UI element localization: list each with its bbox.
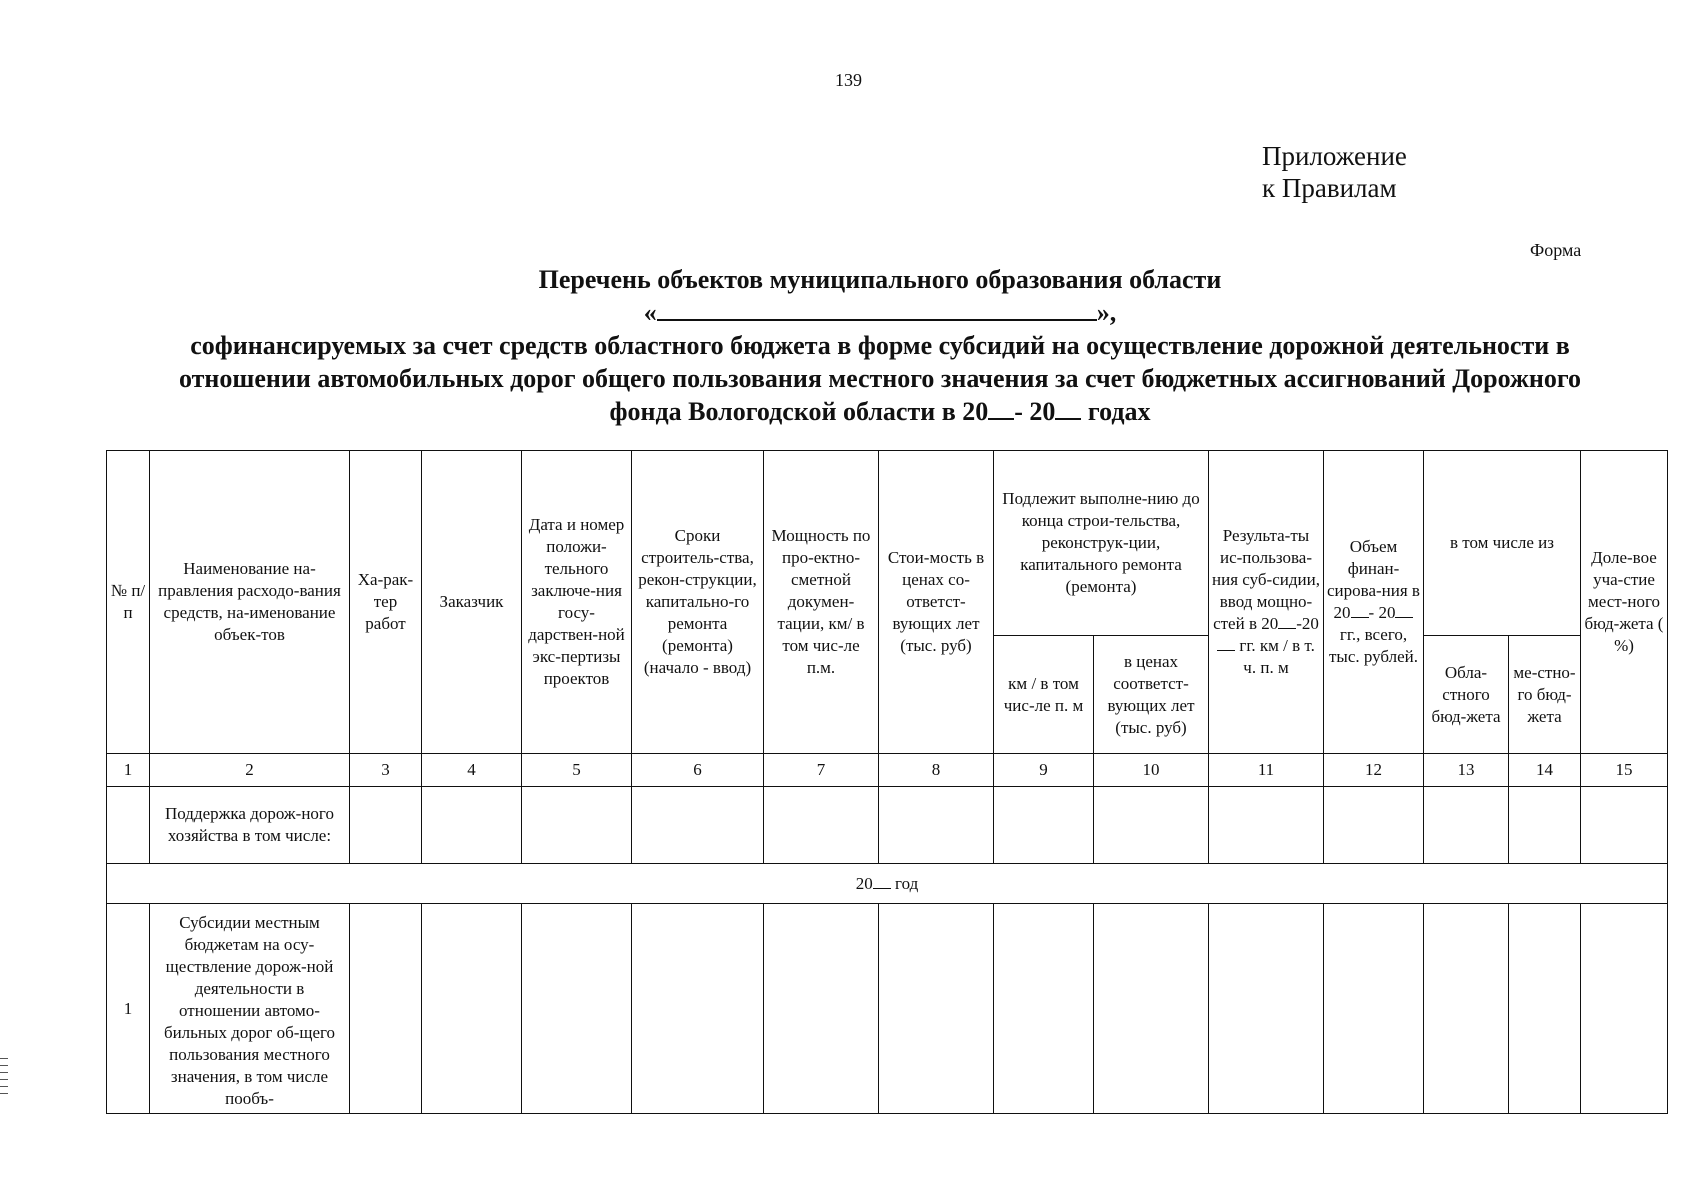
appendix-line-1: Приложение: [1262, 141, 1407, 171]
header-name: Наименование на-правления расходо-вания средств, на-именование объек-тов: [150, 451, 350, 754]
header-financing-c: гг., всего, тыс. рублей.: [1328, 625, 1419, 666]
column-number: 15: [1581, 754, 1668, 787]
row-label: Субсидии местным бюджетам на осу-ществление дорож-ной деятельности в отношении автомо-бильных дорог об-щего пользования местного значения, в том числе пообъ-: [150, 904, 350, 1114]
header-km: км / в том чис-ле п. м: [994, 636, 1094, 754]
table-cell: [1509, 787, 1581, 864]
header-including-group: в том числе из: [1424, 451, 1581, 636]
document-title: [110, 263, 1650, 428]
support-row: [107, 787, 1668, 864]
table-cell: [879, 787, 994, 864]
table-cell: [632, 787, 764, 864]
table-cell: [350, 787, 422, 864]
title-years-b: - 20: [1014, 397, 1056, 426]
header-capacity: Мощность по про-ектно-сметной докумен-тации, км/ в том чис-ле п.м.: [764, 451, 879, 754]
title-years-c: годах: [1081, 397, 1151, 426]
header-financing-blank-1: [1351, 603, 1369, 618]
column-number: 12: [1324, 754, 1424, 787]
year-blank-end: [1055, 398, 1081, 420]
header-remaining-group: Подлежит выполне-нию до конца строи-тельства, реконструк-ции, капитального ремонта (ремонта): [994, 451, 1209, 636]
table-cell: [764, 904, 879, 1114]
header-results-a: Результа-ты ис-пользова-ния суб-сидии, ввод мощно-стей в 20: [1212, 526, 1320, 633]
table-cell: [422, 787, 522, 864]
table-cell: [522, 787, 632, 864]
header-cost: Стои-мость в ценах со-ответст-вующих лет (тыс. руб): [879, 451, 994, 754]
column-number: 4: [422, 754, 522, 787]
column-number: 2: [150, 754, 350, 787]
table-cell: [1094, 787, 1209, 864]
appendix-caption: [1262, 140, 1407, 204]
table-cell: [1324, 904, 1424, 1114]
column-number: 13: [1424, 754, 1509, 787]
header-number: № п/ п: [107, 451, 150, 754]
year-row-label: [107, 864, 1668, 904]
year-row-blank: [873, 874, 891, 889]
column-number: 1: [107, 754, 150, 787]
table-cell: [1209, 904, 1324, 1114]
header-regional-budget: Обла-стного бюд-жета: [1424, 636, 1509, 754]
header-share: Доле-вое уча-стие мест-ного бюд-жета ( %): [1581, 451, 1668, 754]
year-blank-start: [988, 398, 1014, 420]
table-cell: [1581, 787, 1668, 864]
column-number: 7: [764, 754, 879, 787]
year-row: [107, 864, 1668, 904]
objects-table: [106, 450, 1668, 1114]
table-row: [107, 904, 1668, 1114]
table-cell: [1209, 787, 1324, 864]
column-number: 11: [1209, 754, 1324, 787]
table-cell: [632, 904, 764, 1114]
appendix-line-2: к Правилам: [1262, 173, 1397, 203]
table-cell: [879, 904, 994, 1114]
quote-open: «: [643, 298, 657, 327]
header-terms: Сроки строитель-ства, рекон-струкции, капитально-го ремонта (ремонта) (начало - ввод): [632, 451, 764, 754]
header-work-type: Ха-рак-тер работ: [350, 451, 422, 754]
column-number: 5: [522, 754, 632, 787]
header-expertise: Дата и номер положи-тельного заключе-ния госу-дарствен-ной экс-пертизы проектов: [522, 451, 632, 754]
column-number: 8: [879, 754, 994, 787]
table-cell: [764, 787, 879, 864]
title-line-4: отношении автомобильных дорог общего пользования местного значения за счет бюджетных ассигнований Дорожного: [179, 364, 1581, 393]
year-row-a: 20: [855, 873, 873, 893]
header-financing: [1324, 451, 1424, 754]
table-cell: [1424, 787, 1509, 864]
header-results: [1209, 451, 1324, 754]
table-cell: [422, 904, 522, 1114]
header-local-budget: ме-стно-го бюд-жета: [1509, 636, 1581, 754]
header-results-b: -20: [1296, 614, 1319, 633]
header-financing-a: Объем финан-сирова-ния в 20: [1327, 537, 1420, 622]
table-cell: [1094, 904, 1209, 1114]
form-label: Форма: [1530, 240, 1582, 260]
margin-marks: [0, 1058, 8, 1100]
column-number: 10: [1094, 754, 1209, 787]
table-cell: [994, 904, 1094, 1114]
row-number: 1: [107, 904, 150, 1114]
table-cell: [1324, 787, 1424, 864]
title-line-3: софинансируемых за счет средств областного бюджета в форме субсидий на осуществление дорожной деятельности в: [190, 331, 1570, 360]
header-customer: Заказчик: [422, 451, 522, 754]
table-cell: [350, 904, 422, 1114]
column-number: 6: [632, 754, 764, 787]
header-results-blank-1: [1278, 614, 1296, 629]
title-line-2: [110, 296, 1650, 329]
column-numbers-row: [107, 754, 1668, 787]
header-results-blank-2: [1217, 636, 1235, 651]
table-cell: [1581, 904, 1668, 1114]
column-number: 14: [1509, 754, 1581, 787]
title-line-1: Перечень объектов муниципального образования области: [538, 265, 1222, 294]
table-cell: [1509, 904, 1581, 1114]
table-cell: [522, 904, 632, 1114]
year-row-b: год: [890, 873, 919, 893]
page-number: 139: [835, 70, 862, 90]
quote-close: »,: [1096, 298, 1117, 327]
column-number: 3: [350, 754, 422, 787]
header-prices: в ценах соответст-вующих лет (тыс. руб): [1094, 636, 1209, 754]
table-cell: [994, 787, 1094, 864]
title-years-a: фонда Вологодской области в 20: [609, 397, 989, 426]
header-financing-b: - 20: [1368, 603, 1396, 622]
table-cell: [1424, 904, 1509, 1114]
table-cell: [107, 787, 150, 864]
title-line-5: [110, 395, 1650, 428]
header-financing-blank-2: [1395, 603, 1413, 618]
support-row-label: Поддержка дорож-ного хозяйства в том числе:: [150, 787, 350, 864]
column-number: 9: [994, 754, 1094, 787]
municipality-blank: [657, 297, 1097, 321]
header-results-c: гг. км / в т. ч. п. м: [1239, 636, 1315, 677]
